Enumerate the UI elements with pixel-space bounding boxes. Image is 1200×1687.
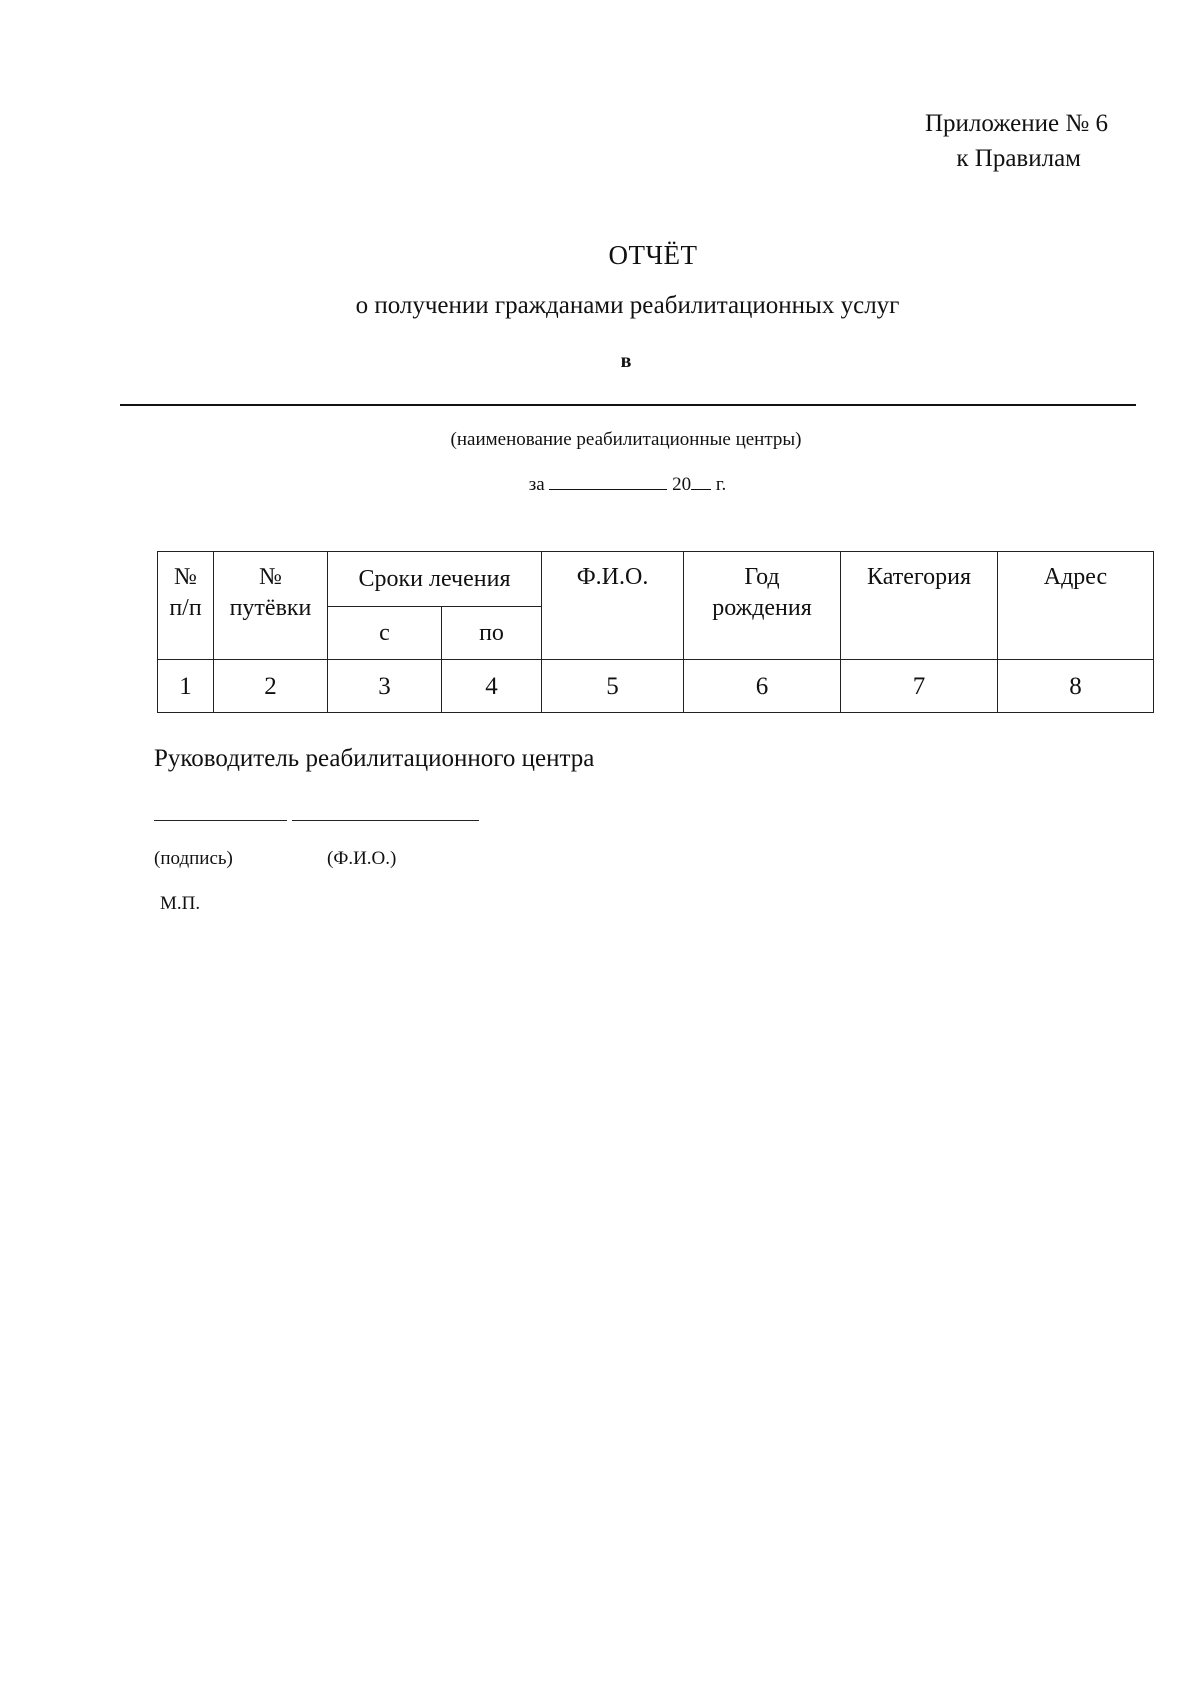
header-cell-voucher-number bbox=[214, 552, 328, 660]
column-number-cell: 7 bbox=[841, 660, 998, 713]
document-subtitle: о получении гражданами реабилитационных услуг bbox=[355, 292, 900, 319]
header-cell-treatment-period: Сроки лечения bbox=[328, 552, 542, 607]
document-title: ОТЧЁТ bbox=[608, 240, 698, 270]
head-of-center-title: Руководитель реабилитационного центра bbox=[154, 745, 595, 772]
header-cell-text: Год bbox=[744, 564, 780, 590]
header-cell-text: путёвки bbox=[229, 595, 312, 621]
column-number-cell: 5 bbox=[542, 660, 684, 713]
column-number-cell: 3 bbox=[328, 660, 442, 713]
column-number-cell: 1 bbox=[158, 660, 214, 713]
header-cell-full-name: Ф.И.О. bbox=[542, 552, 684, 660]
header-cell-to: по bbox=[442, 607, 542, 660]
header-cell-row-number bbox=[158, 552, 214, 660]
table-row bbox=[158, 660, 1154, 713]
organization-name-line bbox=[120, 404, 1136, 406]
signature-caption: (подпись) bbox=[154, 848, 233, 869]
period-prefix: за bbox=[528, 474, 545, 495]
period-year-blank bbox=[691, 488, 711, 490]
full-name-line bbox=[292, 820, 479, 821]
period-month-blank bbox=[549, 488, 667, 490]
report-period bbox=[0, 474, 1200, 496]
column-number-cell: 6 bbox=[684, 660, 841, 713]
header-cell-text: № bbox=[259, 564, 282, 590]
column-number-cell: 8 bbox=[998, 660, 1154, 713]
header-cell-from: с bbox=[328, 607, 442, 660]
preposition-in: в bbox=[620, 350, 632, 372]
full-name-caption: (Ф.И.О.) bbox=[327, 848, 397, 869]
header-cell-address: Адрес bbox=[998, 552, 1154, 660]
report-table bbox=[157, 551, 1154, 713]
column-number-cell: 2 bbox=[214, 660, 328, 713]
stamp-place-label: М.П. bbox=[160, 893, 201, 914]
period-year-prefix: 20 bbox=[672, 474, 692, 495]
header-cell-category: Категория bbox=[841, 552, 998, 660]
appendix-reference: к Правилам bbox=[956, 145, 1081, 172]
header-cell-birth-year bbox=[684, 552, 841, 660]
header-cell-text: п/п bbox=[169, 595, 202, 621]
organization-name-caption: (наименование реабилитационные центры) bbox=[450, 429, 802, 450]
header-cell-text: рождения bbox=[712, 595, 812, 621]
table-header-row bbox=[158, 552, 1154, 607]
column-number-cell: 4 bbox=[442, 660, 542, 713]
appendix-number: Приложение № 6 bbox=[924, 110, 1108, 137]
period-suffix: г. bbox=[715, 474, 727, 495]
header-cell-text: № bbox=[174, 564, 197, 590]
signature-line bbox=[154, 820, 287, 821]
